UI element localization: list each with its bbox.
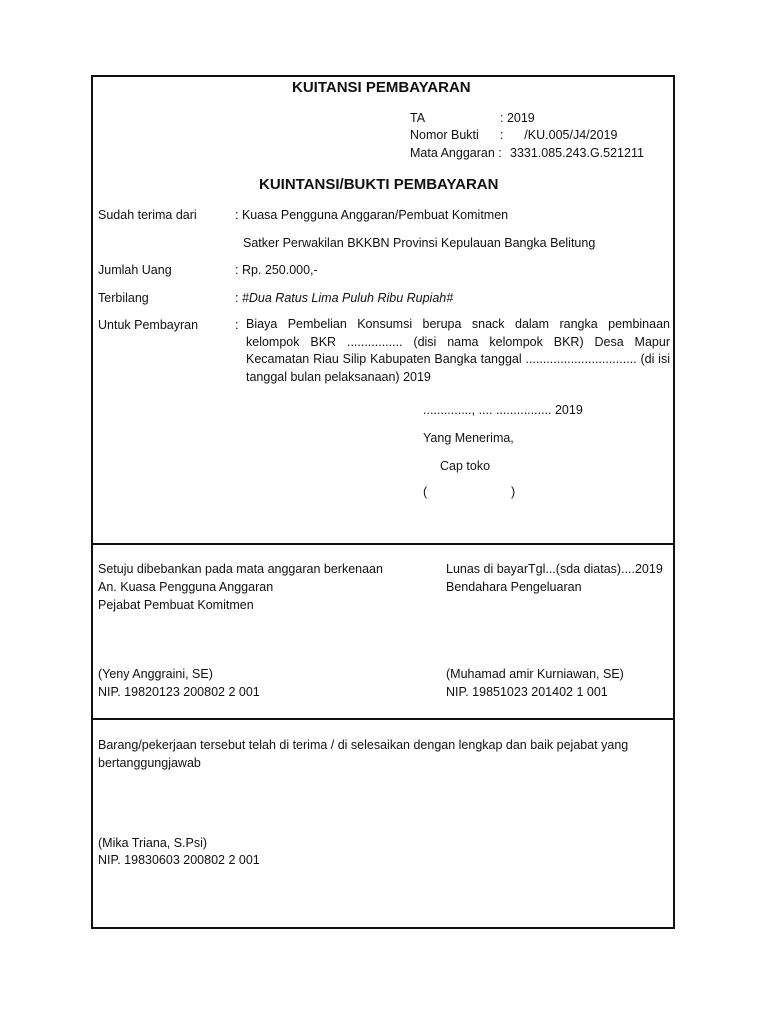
acceptance-statement: Barang/pekerjaan tersebut telah di terima / di selesaikan dengan lengkap dan baik pejabat yang bertanggungjawab <box>98 738 629 770</box>
receipt-border <box>91 75 675 929</box>
ppk-nip: NIP. 19820123 200802 2 001 <box>98 685 260 699</box>
sudah-terima-label: Sudah terima dari <box>98 208 197 222</box>
terbilang-colon: : <box>235 291 242 305</box>
signature-paren-open: ( <box>423 485 428 499</box>
signature-paren-close: ) <box>511 485 516 499</box>
official-name: (Mika Triana, S.Psi) <box>98 836 208 850</box>
sudah-terima-value: : Kuasa Pengguna Anggaran/Pembuat Komitmen <box>235 208 509 222</box>
approval-statement: Setuju dibebankan pada mata anggaran berkenaan <box>98 562 383 576</box>
jumlah-uang-label: Jumlah Uang <box>98 263 172 277</box>
ta-label: TA <box>410 111 426 125</box>
terbilang-field <box>235 291 453 306</box>
ppk-name: (Yeny Anggraini, SE) <box>98 667 213 681</box>
treasurer-name: (Muhamad amir Kurniawan, SE) <box>446 667 624 681</box>
yang-menerima: Yang Menerima, <box>423 431 514 445</box>
untuk-pembayaran-value: Biaya Pembelian Konsumsi berupa snack dalam rangka pembinaan kelompok BKR ................ (disi nama kelompok BKR) Desa Mapur Kecamatan Riau Silip Kabupaten Bangka tanggal ................................ (di isi tanggal bulan pelaksanaan) 2019 <box>246 317 670 384</box>
section-divider-footer <box>91 718 675 720</box>
approval-role: Pejabat Pembuat Komitmen <box>98 598 254 612</box>
receipt-date: .............., .... ................ 2019 <box>423 403 583 417</box>
satker-name: Satker Perwakilan BKKBN Provinsi Kepulauan Bangka Belitung <box>243 236 596 250</box>
cap-toko: Cap toko <box>440 459 491 473</box>
treasurer-role: Bendahara Pengeluaran <box>446 580 582 594</box>
untuk-pembayaran-colon: : <box>235 318 239 332</box>
terbilang-value: #Dua Ratus Lima Puluh Ribu Rupiah# <box>241 291 454 305</box>
payment-status: Lunas di bayarTgl...(sda diatas)....2019 <box>446 562 663 576</box>
document-subtitle: KUINTANSI/BUKTI PEMBAYARAN <box>259 176 499 193</box>
nomor-bukti-label: Nomor Bukti <box>410 128 479 142</box>
terbilang-label: Terbilang <box>98 291 149 305</box>
untuk-pembayaran-label: Untuk Pembayran <box>98 318 199 332</box>
jumlah-uang-value: : Rp. 250.000,- <box>235 263 318 277</box>
treasurer-nip: NIP. 19851023 201402 1 001 <box>446 685 608 699</box>
mata-anggaran-label: Mata Anggaran : <box>410 146 502 160</box>
mata-anggaran-value: 3331.085.243.G.521211 <box>510 146 644 160</box>
section-divider-approval <box>91 543 675 545</box>
official-nip: NIP. 19830603 200802 2 001 <box>98 853 260 867</box>
ta-value: : 2019 <box>500 111 535 125</box>
approval-on-behalf: An. Kuasa Pengguna Anggaran <box>98 580 274 594</box>
nomor-bukti-value: : /KU.005/J4/2019 <box>500 128 618 142</box>
document-title: KUITANSI PEMBAYARAN <box>292 79 471 96</box>
